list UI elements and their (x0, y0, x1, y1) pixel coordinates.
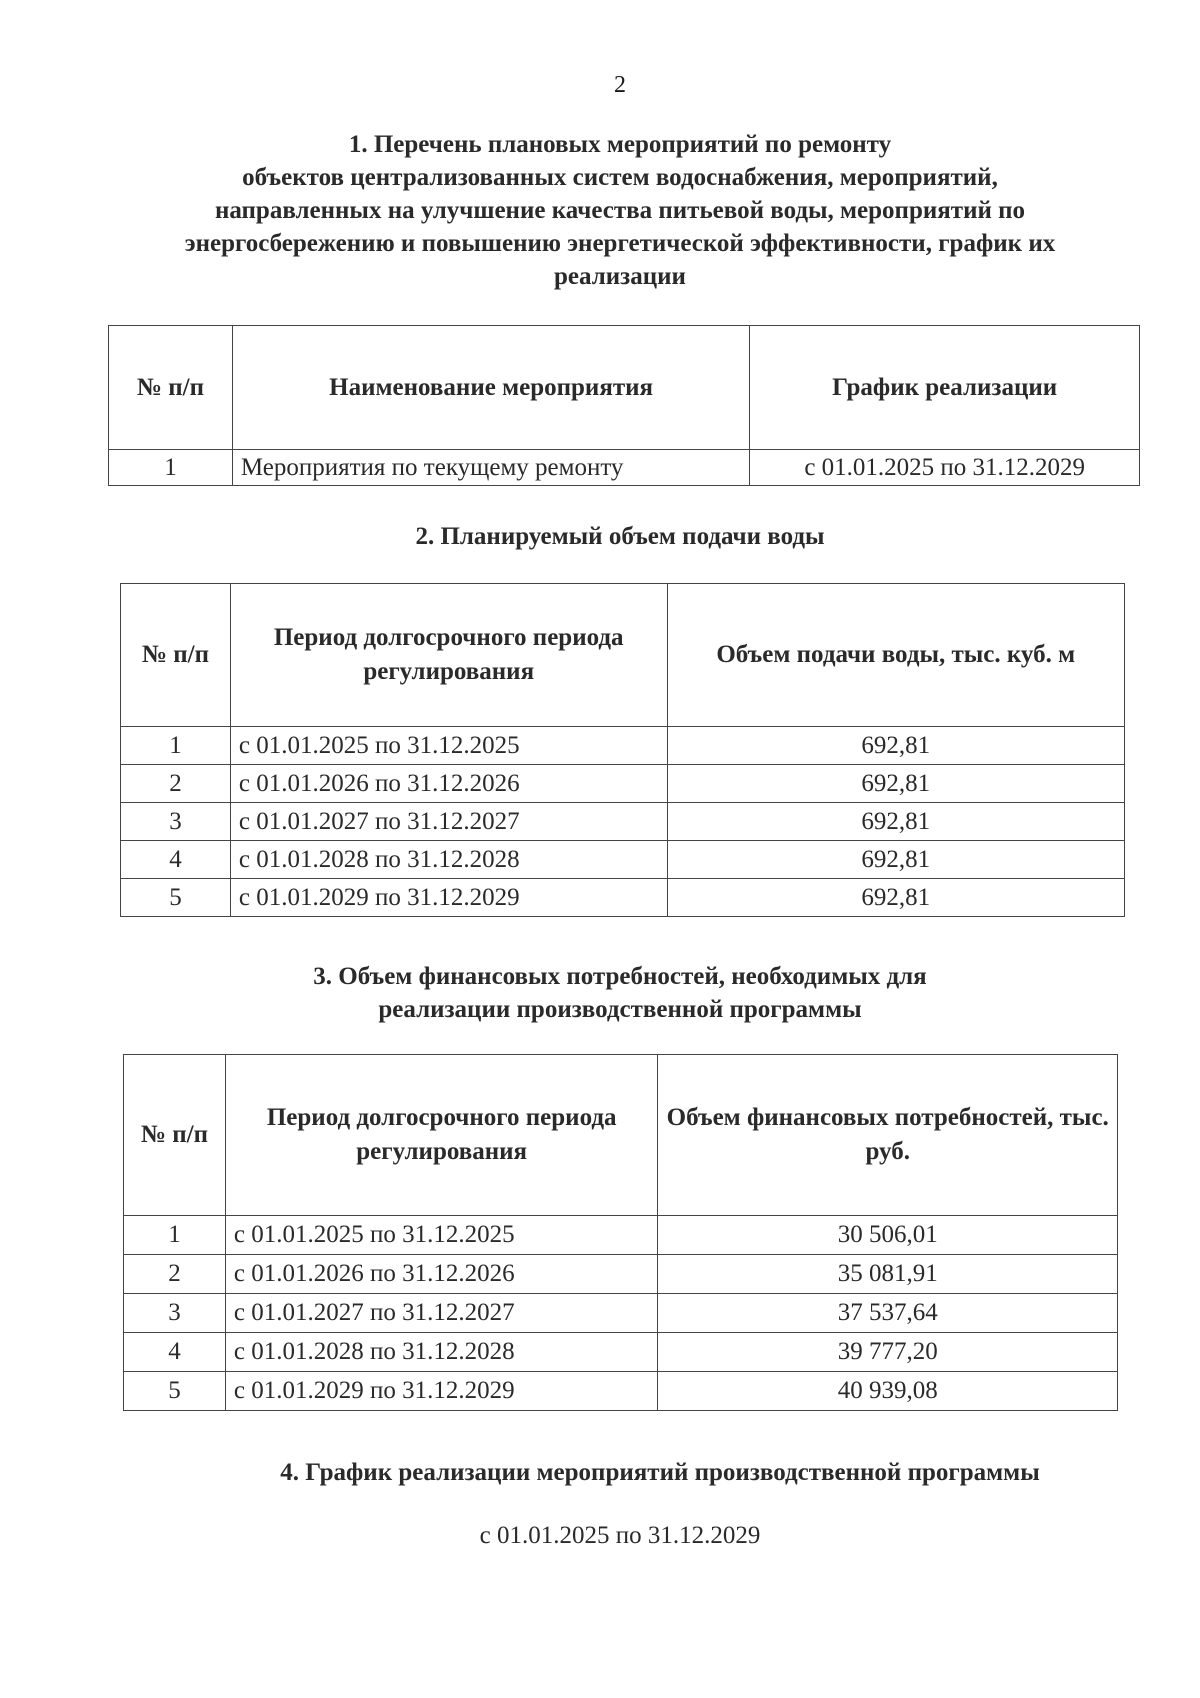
value-cell: 37 537,64 (658, 1294, 1118, 1333)
period-cell: с 01.01.2027 по 31.12.2027 (230, 803, 667, 841)
value-cell: 692,81 (667, 803, 1124, 841)
activity-name: Мероприятия по текущему ремонту (232, 450, 749, 486)
value-cell: 692,81 (667, 765, 1124, 803)
row-number: 4 (121, 841, 231, 879)
section2-title (100, 520, 1140, 553)
row-number: 5 (124, 1372, 226, 1411)
header-cell: Объем финансовых потребностей, тыс. руб. (658, 1055, 1118, 1216)
section4-period: с 01.01.2025 по 31.12.2029 (479, 1522, 761, 1549)
section1-title-line: объектов централизованных систем водоснабжения, мероприятий, (242, 164, 998, 191)
period-cell: с 01.01.2025 по 31.12.2025 (225, 1216, 658, 1255)
header-cell: Объем подачи воды, тыс. куб. м (667, 584, 1124, 727)
water-supply-table (120, 583, 1125, 917)
header-cell: График реализации (750, 326, 1140, 450)
period-cell: с 01.01.2025 по 31.12.2025 (230, 727, 667, 765)
row-number: 3 (124, 1294, 226, 1333)
period-cell: с 01.01.2029 по 31.12.2029 (230, 879, 667, 917)
header-cell: Период долгосрочного периода регулирования (230, 584, 667, 727)
value-cell: 35 081,91 (658, 1255, 1118, 1294)
table-row (109, 450, 1140, 486)
page-number: 2 (614, 72, 626, 98)
row-number: 1 (109, 450, 233, 486)
table-row (124, 1255, 1118, 1294)
section3-title-line: реализации производственной программы (378, 996, 862, 1023)
row-number: 5 (121, 879, 231, 917)
table-row (121, 765, 1125, 803)
row-number: 3 (121, 803, 231, 841)
section1-title-line: реализации (554, 263, 686, 290)
period-cell: с 01.01.2027 по 31.12.2027 (225, 1294, 658, 1333)
section3-title (100, 960, 1140, 1026)
header-cell: № п/п (121, 584, 231, 727)
table-row (124, 1372, 1118, 1411)
table-header-row (109, 326, 1140, 450)
period-cell: с 01.01.2029 по 31.12.2029 (225, 1372, 658, 1411)
section4-title-text: 4. График реализации мероприятий производственной программы (280, 1459, 1040, 1486)
value-cell: 692,81 (667, 841, 1124, 879)
activities-table (108, 325, 1140, 486)
section3-title-line: 3. Объем финансовых потребностей, необходимых для (313, 963, 927, 990)
section1-title-line: направленных на улучшение качества питьевой воды, мероприятий по (214, 197, 1026, 224)
table-header-row (121, 584, 1125, 727)
section4-title (120, 1456, 1200, 1489)
activity-schedule: с 01.01.2025 по 31.12.2029 (750, 450, 1140, 486)
table-row (121, 841, 1125, 879)
row-number: 1 (121, 727, 231, 765)
row-number: 1 (124, 1216, 226, 1255)
table-row (124, 1216, 1118, 1255)
header-cell: Период долгосрочного периода регулирования (225, 1055, 658, 1216)
period-cell: с 01.01.2028 по 31.12.2028 (225, 1333, 658, 1372)
table-row (121, 803, 1125, 841)
table-row (124, 1294, 1118, 1333)
row-number: 2 (124, 1255, 226, 1294)
section2-title-text: 2. Планируемый объем подачи воды (415, 523, 825, 550)
header-cell: № п/п (124, 1055, 226, 1216)
header-cell: № п/п (109, 326, 233, 450)
section1-title-line: энергосбережению и повышению энергетической эффективности, график их (184, 230, 1056, 257)
section1-title-line: 1. Перечень плановых мероприятий по ремонту (348, 131, 892, 158)
section1-title (100, 128, 1140, 293)
period-cell: с 01.01.2028 по 31.12.2028 (230, 841, 667, 879)
table-row (124, 1333, 1118, 1372)
period-cell: с 01.01.2026 по 31.12.2026 (230, 765, 667, 803)
table-header-row (124, 1055, 1118, 1216)
value-cell: 692,81 (667, 879, 1124, 917)
table-row (121, 727, 1125, 765)
table-row (121, 879, 1125, 917)
header-cell: Наименование мероприятия (232, 326, 749, 450)
row-number: 4 (124, 1333, 226, 1372)
value-cell: 39 777,20 (658, 1333, 1118, 1372)
row-number: 2 (121, 765, 231, 803)
value-cell: 692,81 (667, 727, 1124, 765)
value-cell: 40 939,08 (658, 1372, 1118, 1411)
financial-needs-table (123, 1054, 1118, 1411)
period-cell: с 01.01.2026 по 31.12.2026 (225, 1255, 658, 1294)
value-cell: 30 506,01 (658, 1216, 1118, 1255)
